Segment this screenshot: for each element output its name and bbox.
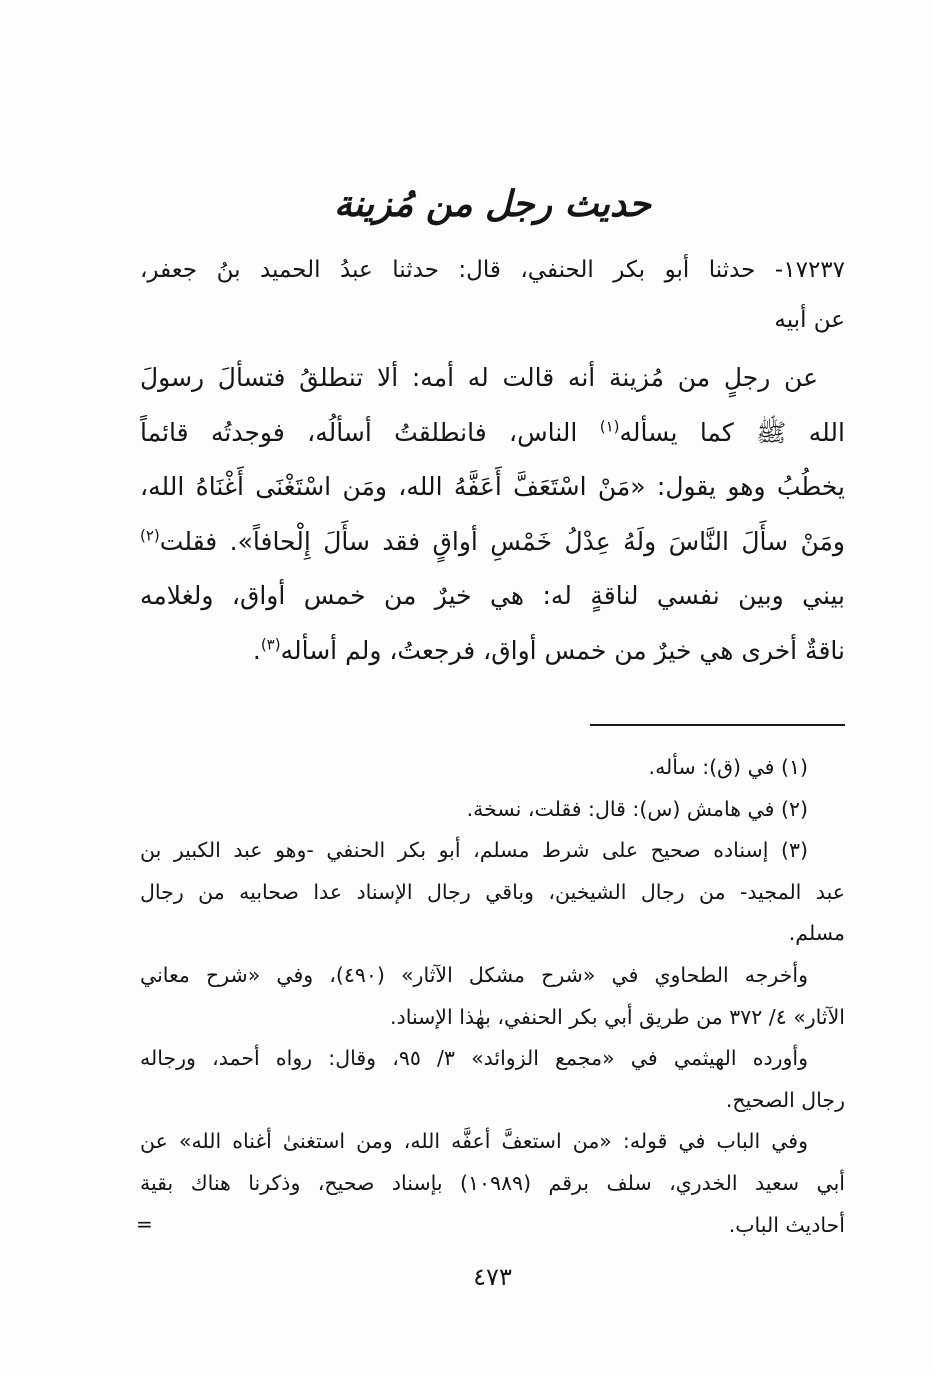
footnote-text: رجال الصحيح. bbox=[725, 1087, 845, 1112]
footnote-ref: (١) bbox=[599, 416, 620, 435]
isnad bbox=[140, 245, 845, 345]
footnote-separator bbox=[590, 724, 845, 726]
footnote-text: إسناده صحيح على شرط مسلم، أبو بكر الحنفي -وهو عبد الكبير بن bbox=[140, 838, 769, 863]
hadith-line bbox=[140, 460, 845, 515]
hadith-line bbox=[140, 406, 845, 461]
hadith-line bbox=[140, 351, 845, 406]
footnote-1 bbox=[140, 747, 845, 789]
hadith-line bbox=[140, 624, 845, 679]
footnote-3-line bbox=[140, 1205, 845, 1247]
hadith-line-text: عن رجلٍ من مُزينة أنه قالت له أمه: ألا تنطلقُ فتسألَ رسولَ bbox=[140, 363, 818, 392]
hadith-line bbox=[140, 515, 845, 570]
hadith-line-text: الله ﷺ كما يسأله bbox=[619, 417, 845, 447]
footnote-2 bbox=[140, 789, 845, 831]
footnotes bbox=[140, 747, 845, 1246]
footnote-ref: (٢) bbox=[140, 525, 160, 544]
isnad-text: عن أبيه bbox=[774, 307, 845, 333]
footnote-3-line bbox=[140, 955, 845, 997]
isnad-text: حدثنا أبو بكر الحنفي، قال: حدثنا عبدُ الحميد بنُ جعفر، bbox=[140, 257, 756, 283]
footnote-text: أبي سعيد الخدري، سلف برقم (١٠٩٨٩) بإسناد صحيح، وذكرنا هناك بقية bbox=[140, 1170, 845, 1195]
footnote-3-line bbox=[140, 1080, 845, 1122]
footnote-number: (١) bbox=[780, 755, 808, 779]
hadith-number: ١٧٢٣٧- bbox=[774, 257, 846, 283]
hadith-line-text: ناقةٌ أخرى هي خيرٌ من خمس أواق، فرجعتُ، ولم أسأله bbox=[280, 635, 845, 665]
footnote-number: (٢) bbox=[780, 796, 808, 821]
footnote-3-line bbox=[140, 913, 845, 955]
footnote-text: مسلم. bbox=[788, 921, 845, 946]
footnote-3-line bbox=[140, 830, 845, 872]
footnote-text: عبد المجيد- من رجال الشيخين، وباقي رجال الإسناد عدا صحابيه من رجال bbox=[140, 879, 845, 904]
hadith-line-text: . bbox=[252, 635, 261, 665]
hadith-line-text: بيني وبين نفسي لناقةٍ له: هي خيرٌ من خمس أواق، ولغلامه bbox=[140, 581, 845, 610]
footnote-text: الآثار» ٤/ ٣٧٢ من طريق أبي بكر الحنفي، بهٰذا الإسناد. bbox=[390, 1004, 845, 1029]
footnote-text: وأخرجه الطحاوي في «شرح مشكل الآثار» (٤٩٠)، وفي «شرح معاني bbox=[140, 962, 808, 987]
hadith-line-text: الناس، فانطلقتُ أسألُه، فوجدتُه قائماً bbox=[140, 417, 600, 447]
isnad-line bbox=[140, 245, 845, 295]
footnote-3-line bbox=[140, 1121, 845, 1163]
footnote-text: وأورده الهيثمي في «مجمع الزوائد» ٣/ ٩٥، وقال: رواه أحمد، ورجاله bbox=[140, 1046, 808, 1071]
hadith-line bbox=[140, 569, 845, 624]
hadith-line-text: ومَنْ سأَلَ النَّاسَ ولَهُ عِدْلُ خَمْسِ أواقٍ فقد سأَلَ إِلْحافاً». فقلت bbox=[159, 526, 845, 556]
footnote-3-line bbox=[140, 997, 845, 1039]
chapter-title: حديث رجل من مُزينة bbox=[333, 184, 652, 225]
footnote-text: في (ق): سأله. bbox=[648, 755, 775, 779]
footnote-number: (٣) bbox=[780, 838, 808, 863]
footnote-text: في هامش (س): قال: فقلت، نسخة. bbox=[466, 796, 775, 821]
footnote-text: وفي الباب في قوله: «من استعفَّ أعفَّه الله، ومن استغنىٰ أغناه الله» عن bbox=[140, 1129, 808, 1154]
footnote-text: أحاديث الباب. bbox=[728, 1212, 845, 1237]
page-number: ٤٧٣ bbox=[473, 1263, 512, 1291]
continuation-mark: = bbox=[136, 1212, 153, 1236]
footnote-3-line bbox=[140, 1038, 845, 1080]
footnote-3-line bbox=[140, 1163, 845, 1205]
footnote-3-line bbox=[140, 872, 845, 914]
hadith-text bbox=[140, 351, 845, 678]
isnad-line bbox=[140, 295, 845, 345]
footnote-ref: (٣) bbox=[260, 634, 281, 653]
hadith-line-text: يخطُبُ وهو يقول: «مَنْ اسْتَعَفَّ أَعَفَّهُ الله، ومَن اسْتَغْنَى أَغْنَاهُ الله، bbox=[140, 472, 845, 501]
